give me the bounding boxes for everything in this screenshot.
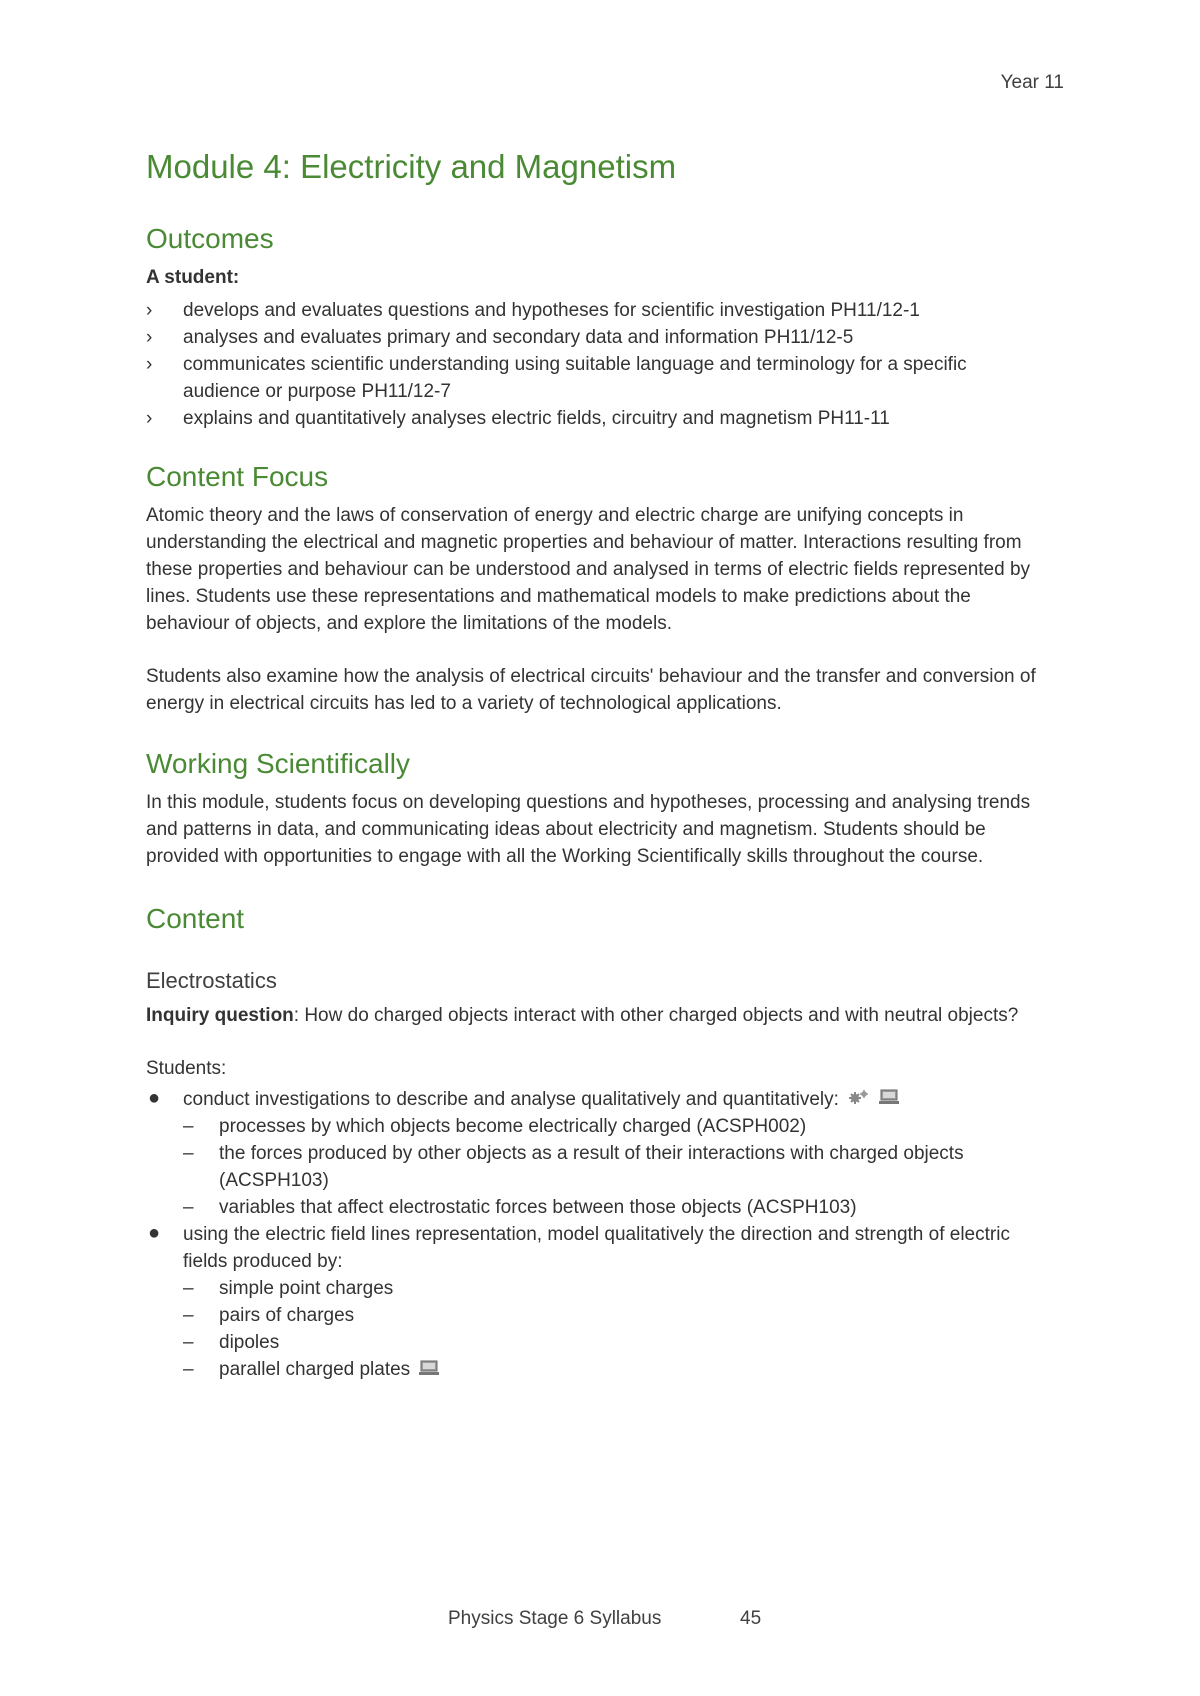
footer-doc-title: Physics Stage 6 Syllabus xyxy=(448,1608,662,1629)
outcome-item: › analyses and evaluates primary and secondary data and information PH11/12-5 xyxy=(146,324,1046,351)
dash-marker: – xyxy=(183,1197,194,1219)
footer-page-number: 45 xyxy=(740,1608,762,1629)
working-scientifically-paragraph: In this module, students focus on developing questions and hypotheses, processing and analysing trends and patterns in data, and communicating ideas about electricity and magnetism. Students should be provided with opportunities to engage with all the Working Scientifically skills throughout the course. xyxy=(146,792,1031,867)
bullet-marker: ● xyxy=(148,1087,161,1109)
sub-list-item: – simple point charges xyxy=(183,1275,1046,1302)
computer-icon xyxy=(419,1357,441,1384)
content-bullets xyxy=(146,1086,1046,1384)
students-label: Students: xyxy=(146,1058,227,1079)
dash-marker: – xyxy=(183,1359,194,1381)
sub-list-item: – pairs of charges xyxy=(183,1302,1046,1329)
electrostatics-subheading: Electrostatics xyxy=(146,968,277,993)
sub-list-item: – parallel charged plates xyxy=(183,1356,1046,1383)
working-scientifically-heading: Working Scientifically xyxy=(146,748,411,779)
list-item: ● conduct investigations to describe and analyse qualitatively and quantitatively: – processes by which objects become electrically charged (ACSPH002) – the forces produced by other objects as a result of their interactions with charged objects (ACSPH103) – variables that affect electrostatic forces between those objects (ACSPH103) xyxy=(146,1086,1046,1221)
inquiry-text: : How do charged objects interact with other charged objects and with neutral objects? xyxy=(293,1005,1019,1026)
outcome-item: › communicates scientific understanding using suitable language and terminology for a specific audience or purpose PH11/12-7 xyxy=(146,351,1046,405)
running-header-year: Year 11 xyxy=(1000,72,1064,93)
sub-list-item: – dipoles xyxy=(183,1329,1046,1356)
content-focus-paragraph: Atomic theory and the laws of conservation of energy and electric charge are unifying concepts in understanding the electrical and magnetic properties and behaviour of matter. Interactions resulting from these properties and behaviour can be understood and analysed in terms of electric fields represented by lines. Students use these representations and mathematical models to make predictions about the behaviour of objects, and explore the limitations of the models. xyxy=(146,505,1031,634)
chevron-marker: › xyxy=(146,327,153,348)
sub-list-item: – processes by which objects become electrically charged (ACSPH002) xyxy=(183,1113,1046,1140)
outcome-item: › develops and evaluates questions and hypotheses for scientific investigation PH11/12-1 xyxy=(146,297,1046,324)
outcomes-list xyxy=(146,297,1046,432)
dash-marker: – xyxy=(183,1143,194,1165)
computer-icon xyxy=(879,1086,901,1113)
dash-marker: – xyxy=(183,1278,194,1300)
bullet-marker: ● xyxy=(148,1222,161,1245)
sub-list-item: – the forces produced by other objects as a result of their interactions with charged objects (ACSPH103) xyxy=(183,1140,1046,1194)
inquiry-question xyxy=(146,1002,1046,1029)
list-item: ● using the electric field lines representation, model qualitatively the direction and strength of electric fields produced by: – simple point charges – pairs of charges – dipoles – parallel charged plates xyxy=(146,1221,1046,1383)
sub-list-item: – variables that affect electrostatic forces between those objects (ACSPH103) xyxy=(183,1194,1046,1221)
chevron-marker: › xyxy=(146,408,153,429)
inquiry-label: Inquiry question xyxy=(146,1005,294,1026)
sub-list xyxy=(183,1275,1046,1383)
dash-marker: – xyxy=(183,1116,194,1138)
sub-list xyxy=(183,1113,1046,1221)
dash-marker: – xyxy=(183,1305,194,1327)
outcomes-heading: Outcomes xyxy=(146,223,274,254)
outcome-item: › explains and quantitatively analyses electric fields, circuitry and magnetism PH11-11 xyxy=(146,405,1046,432)
chevron-marker: › xyxy=(146,300,153,321)
chevron-marker: › xyxy=(146,354,153,375)
module-title: Module 4: Electricity and Magnetism xyxy=(146,148,677,185)
content-focus-heading: Content Focus xyxy=(146,461,329,492)
outcomes-lead: A student: xyxy=(146,267,240,288)
page-body xyxy=(146,222,1046,1384)
gears-icon xyxy=(848,1086,870,1113)
dash-marker: – xyxy=(183,1332,194,1354)
content-heading: Content xyxy=(146,903,245,934)
content-focus-paragraph: Students also examine how the analysis of electrical circuits' behaviour and the transfer and conversion of energy in electrical circuits has led to a variety of technological applications. xyxy=(146,666,1036,714)
